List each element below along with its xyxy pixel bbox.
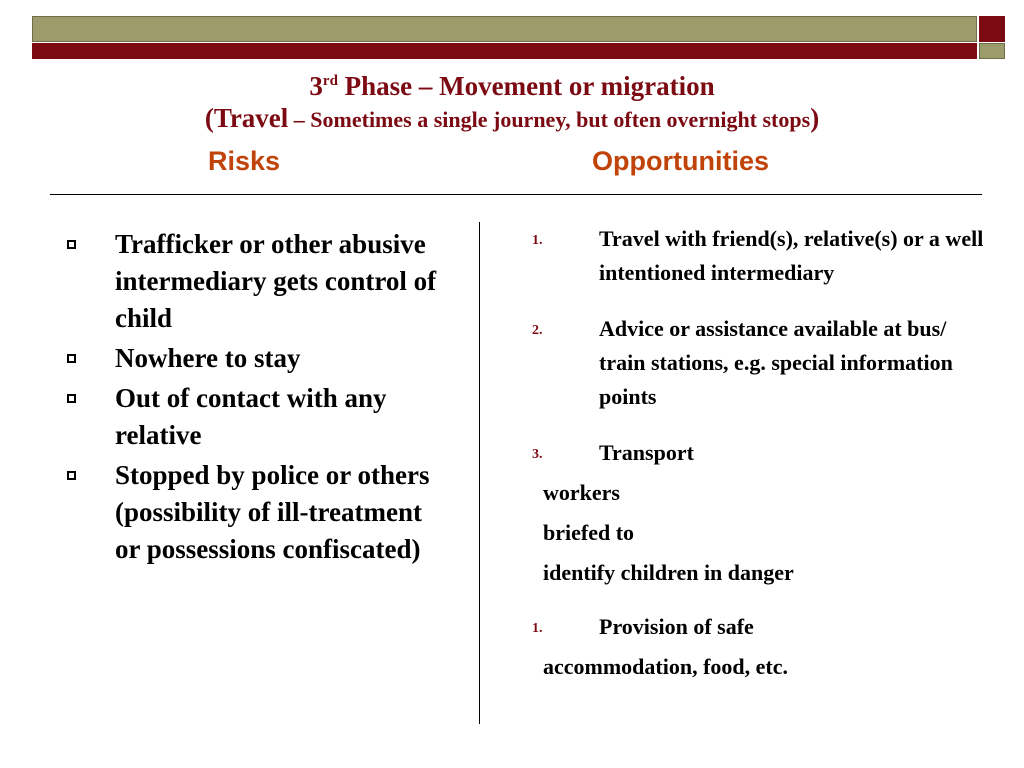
slide-title bbox=[0, 64, 1024, 135]
header-bar-maroon bbox=[32, 43, 977, 59]
list-item bbox=[62, 380, 442, 454]
title-travel: Travel bbox=[213, 103, 289, 133]
header-square-olive bbox=[979, 43, 1005, 59]
opportunity-continuation: workers bbox=[543, 480, 620, 505]
header-square-maroon bbox=[979, 16, 1005, 42]
title-paren-close: ) bbox=[810, 103, 820, 133]
opportunity-text: Advice or assistance available at bus/ train stations, e.g. special information points bbox=[599, 316, 953, 409]
list-item bbox=[528, 222, 998, 290]
risks-list bbox=[62, 226, 442, 571]
opportunity-continuation: briefed to bbox=[543, 520, 635, 545]
risk-text: Out of contact with any relative bbox=[115, 383, 387, 450]
list-item bbox=[528, 436, 998, 470]
risk-text: Nowhere to stay bbox=[115, 343, 301, 373]
title-ordinal: 3 bbox=[309, 71, 323, 101]
list-item bbox=[528, 312, 998, 414]
risk-text: Trafficker or other abusive intermediary gets control of child bbox=[115, 229, 437, 333]
risks-heading: Risks bbox=[208, 146, 281, 176]
opportunity-text: Provision of safe bbox=[599, 614, 754, 639]
header-bar-olive bbox=[32, 16, 977, 42]
item-number: 2. bbox=[532, 323, 543, 338]
item-number: 1. bbox=[532, 621, 543, 636]
item-number: 3. bbox=[532, 447, 543, 462]
title-line-2 bbox=[0, 103, 1024, 135]
list-item bbox=[528, 610, 998, 644]
title-subtitle: – Sometimes a single journey, but often overnight stops bbox=[293, 107, 811, 132]
square-bullet-icon bbox=[67, 240, 76, 249]
opportunity-continuation: accommodation, food, etc. bbox=[543, 654, 789, 679]
square-bullet-icon bbox=[67, 354, 76, 363]
opportunity-continuation: identify children in danger bbox=[543, 560, 794, 585]
square-bullet-icon bbox=[67, 471, 76, 480]
title-ordinal-suffix: rd bbox=[322, 73, 338, 89]
opportunities-list bbox=[528, 222, 998, 684]
opportunities-heading: Opportunities bbox=[592, 146, 769, 176]
list-item bbox=[62, 340, 442, 377]
horizontal-divider bbox=[50, 194, 982, 195]
title-line-1 bbox=[0, 64, 1024, 103]
opportunity-text: Transport bbox=[599, 440, 694, 465]
item-number: 1. bbox=[532, 233, 543, 248]
opportunity-text: Travel with friend(s), relative(s) or a well intentioned intermediary bbox=[599, 226, 984, 285]
list-item bbox=[62, 457, 442, 568]
risk-text: Stopped by police or others (possibility of ill-treatment or possessions confiscated) bbox=[115, 460, 430, 564]
title-main: Phase – Movement or migration bbox=[344, 71, 715, 101]
list-item bbox=[62, 226, 442, 337]
title-paren-open: ( bbox=[204, 103, 214, 133]
square-bullet-icon bbox=[67, 394, 76, 403]
vertical-divider bbox=[479, 222, 480, 724]
